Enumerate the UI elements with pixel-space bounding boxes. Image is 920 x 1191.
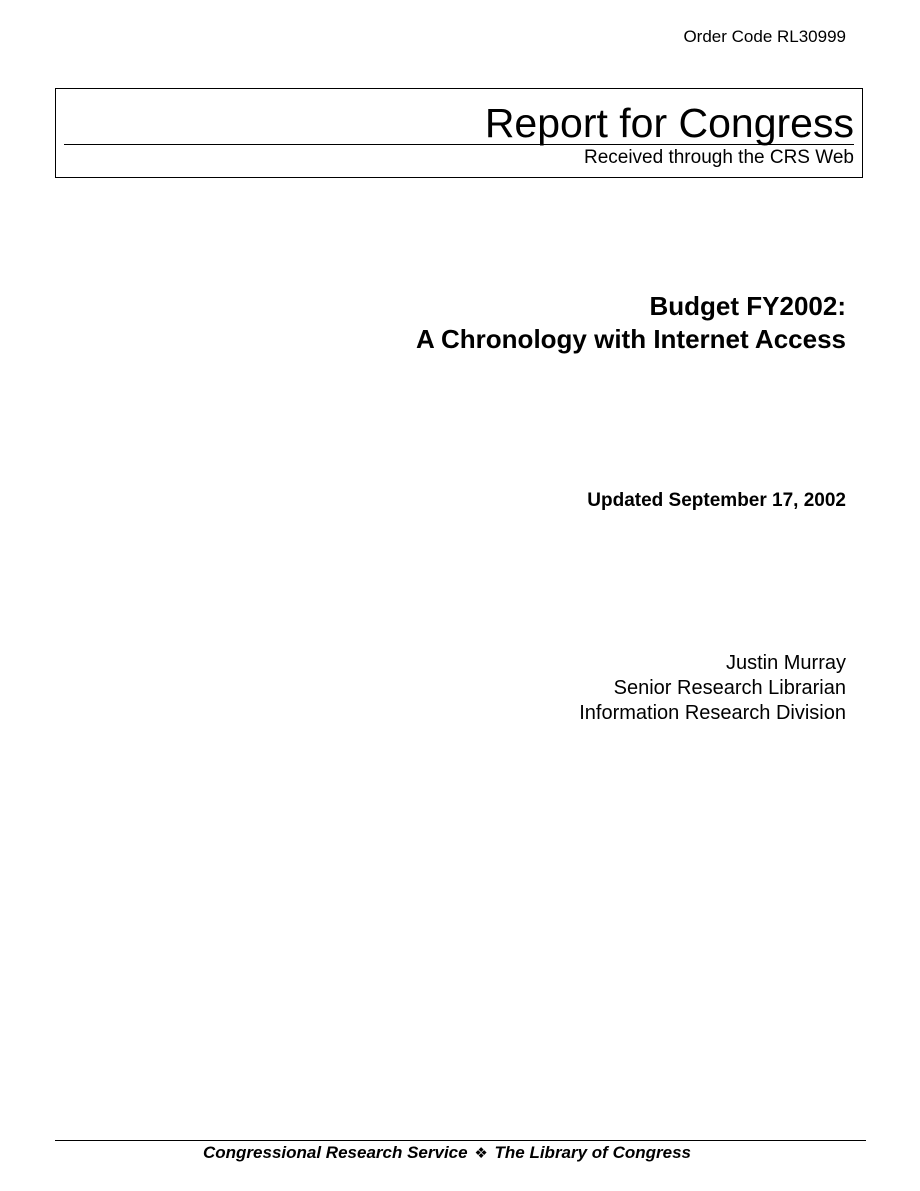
report-title-line-1: Budget FY2002: [649, 291, 846, 321]
masthead-title: Report for Congress [484, 100, 854, 146]
footer-loc: The Library of Congress [494, 1143, 691, 1162]
report-title [416, 290, 846, 356]
report-title-line-2: A Chronology with Internet Access [415, 324, 846, 354]
footer-crs: Congressional Research Service [203, 1143, 468, 1162]
author-division: Information Research Division [579, 702, 846, 724]
author-block [579, 651, 846, 726]
order-code: Order Code RL30999 [683, 27, 846, 46]
masthead-divider [64, 144, 854, 145]
masthead [55, 88, 863, 178]
footer [203, 1143, 691, 1163]
footer-divider [55, 1140, 866, 1141]
diamond-cluster-icon: ❖ [474, 1144, 488, 1162]
updated-date: Updated September 17, 2002 [587, 490, 846, 511]
masthead-subtitle: Received through the CRS Web [583, 147, 854, 168]
author-position: Senior Research Librarian [613, 677, 846, 699]
author-name: Justin Murray [725, 652, 846, 674]
